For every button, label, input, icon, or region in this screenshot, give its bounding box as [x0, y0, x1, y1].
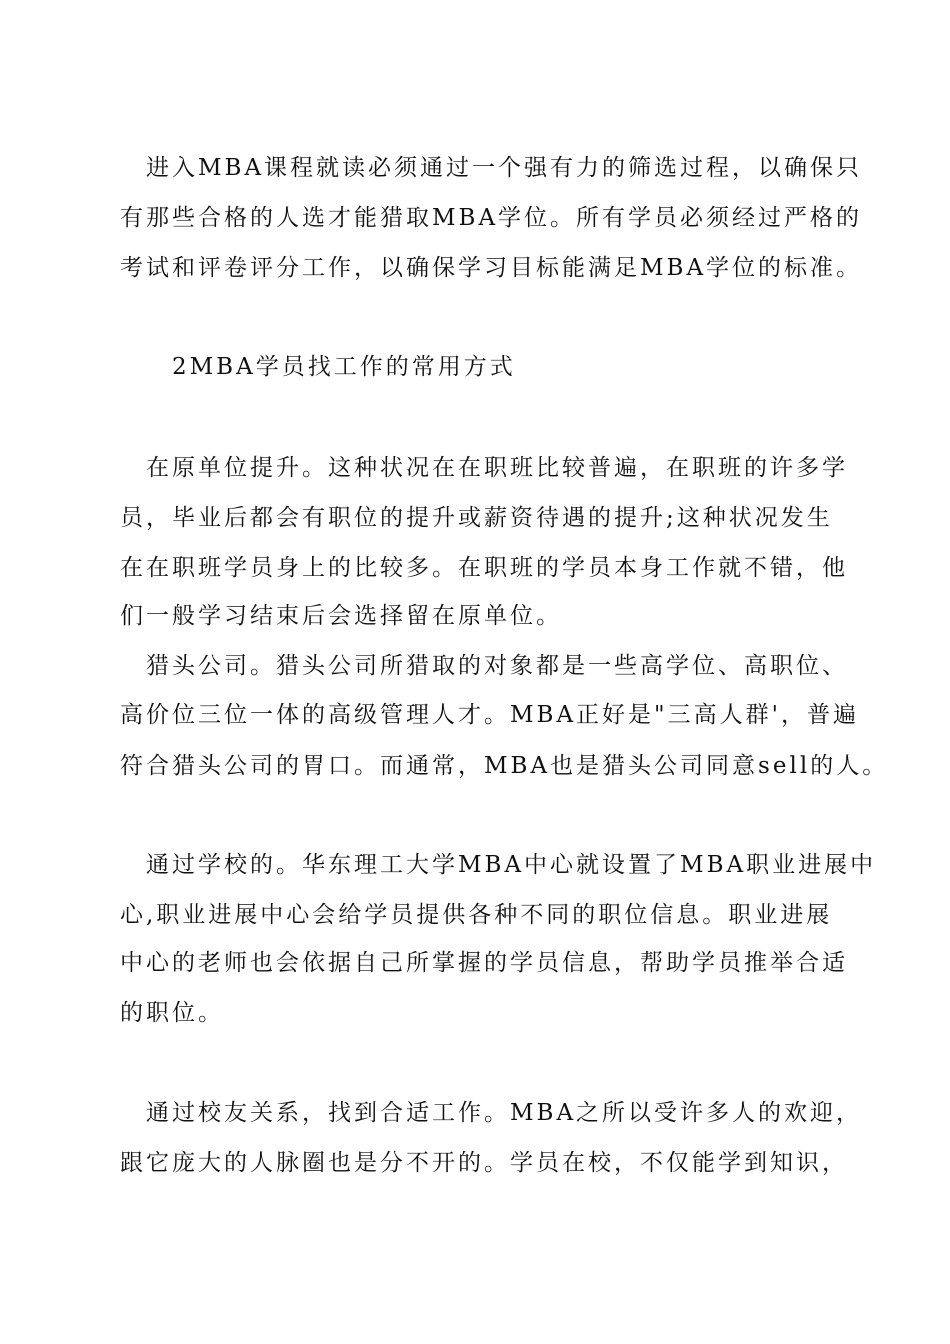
- paragraph-4-line-4: 的职位。: [120, 1000, 224, 1026]
- paragraph-1-line-2: 有那些合格的人选才能猎取MBA学位。所有学员必须经过严格的: [120, 205, 863, 231]
- paragraph-3-line-2: 高价位三位一体的高级管理人才。MBA正好是"三高人群'，普遍: [120, 702, 859, 728]
- paragraph-2-line-4: 们一般学习结束后会选择留在原单位。: [120, 603, 562, 629]
- paragraph-3-line-1: 猎头公司。猎头公司所猎取的对象都是一些高学位、高职位、: [146, 653, 848, 679]
- paragraph-3-line-3: 符合猎头公司的胃口。而通常，MBA也是猎头公司同意sell的人。: [120, 753, 889, 779]
- paragraph-4-line-1: 通过学校的。华东理工大学MBA中心就设置了MBA职业进展中: [146, 852, 877, 878]
- section-heading: 2MBA学员找工作的常用方式: [172, 354, 516, 380]
- paragraph-2-line-1: 在原单位提升。这种状况在在职班比较普遍，在职班的许多学: [146, 455, 848, 481]
- paragraph-1-line-3: 考试和评卷评分工作，以确保学习目标能满足MBA学位的标准。: [120, 255, 863, 281]
- paragraph-2-line-2: 员，毕业后都会有职位的提升或薪资待遇的提升;这种状况发生: [120, 505, 833, 531]
- paragraph-1-line-1: 进入MBA课程就读必须通过一个强有力的筛选过程，以确保只: [146, 155, 863, 181]
- paragraph-2-line-3: 在在职班学员身上的比较多。在职班的学员本身工作就不错，他: [120, 555, 848, 581]
- paragraph-5-line-1: 通过校友关系，找到合适工作。MBA之所以受许多人的欢迎，: [146, 1100, 863, 1126]
- paragraph-4-line-3: 中心的老师也会依据自己所掌握的学员信息，帮助学员推举合适: [120, 950, 848, 976]
- paragraph-5-line-2: 跟它庞大的人脉圈也是分不开的。学员在校，不仅能学到知识，: [120, 1150, 848, 1176]
- paragraph-4-line-2: 心,职业进展中心会给学员提供各种不同的职位信息。职业进展: [120, 902, 833, 928]
